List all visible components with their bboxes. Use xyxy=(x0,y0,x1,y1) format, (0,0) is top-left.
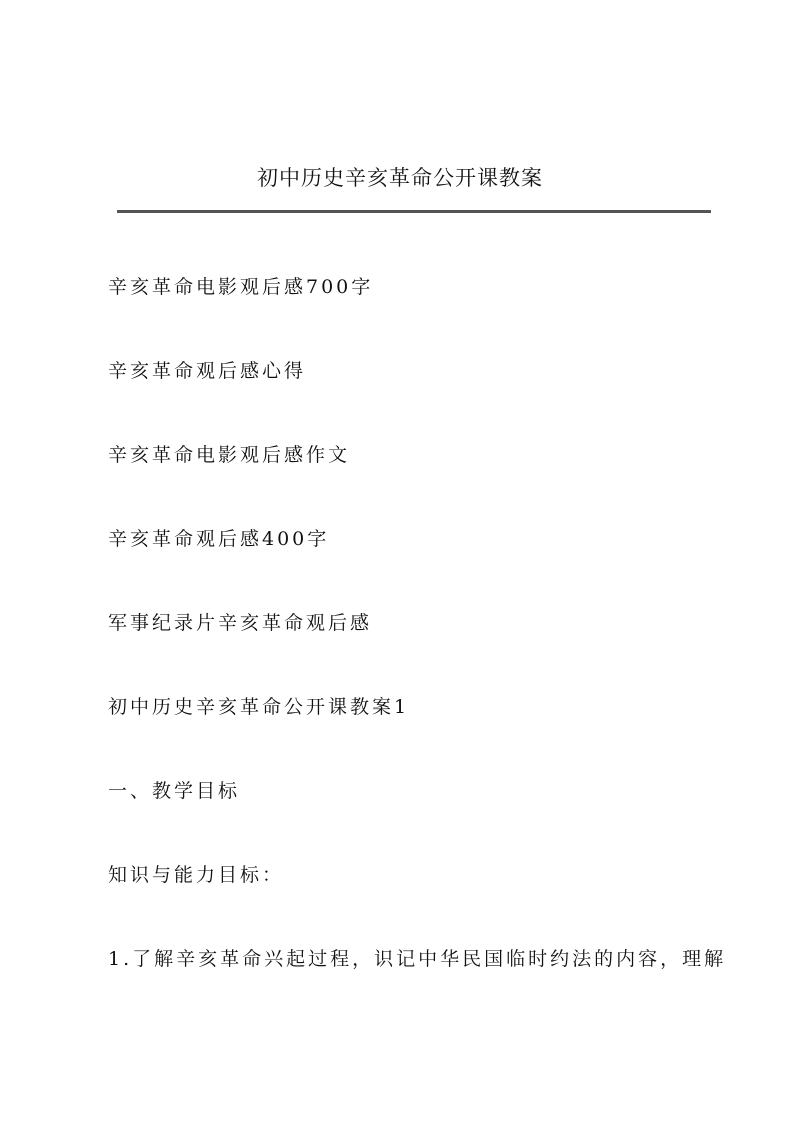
toc-link-2[interactable]: 辛亥革命观后感心得 xyxy=(108,360,307,382)
toc-link-4[interactable]: 辛亥革命观后感400字 xyxy=(108,528,330,550)
subsection-heading: 一、教学目标 xyxy=(108,780,241,802)
title-underline xyxy=(117,210,711,213)
section-heading: 初中历史辛亥革命公开课教案1 xyxy=(108,696,410,718)
document-title: 初中历史辛亥革命公开课教案 xyxy=(257,166,543,190)
document-body xyxy=(108,270,727,1026)
body-paragraph: 1.了解辛亥革命兴起过程，识记中华民国临时约法的内容，理解 xyxy=(108,948,727,970)
toc-link-3[interactable]: 辛亥革命电影观后感作文 xyxy=(108,444,351,466)
toc-link-1[interactable]: 辛亥革命电影观后感700字 xyxy=(108,276,374,298)
objective-label: 知识与能力目标： xyxy=(108,864,285,886)
toc-link-5[interactable]: 军事纪录片辛亥革命观后感 xyxy=(108,612,373,634)
